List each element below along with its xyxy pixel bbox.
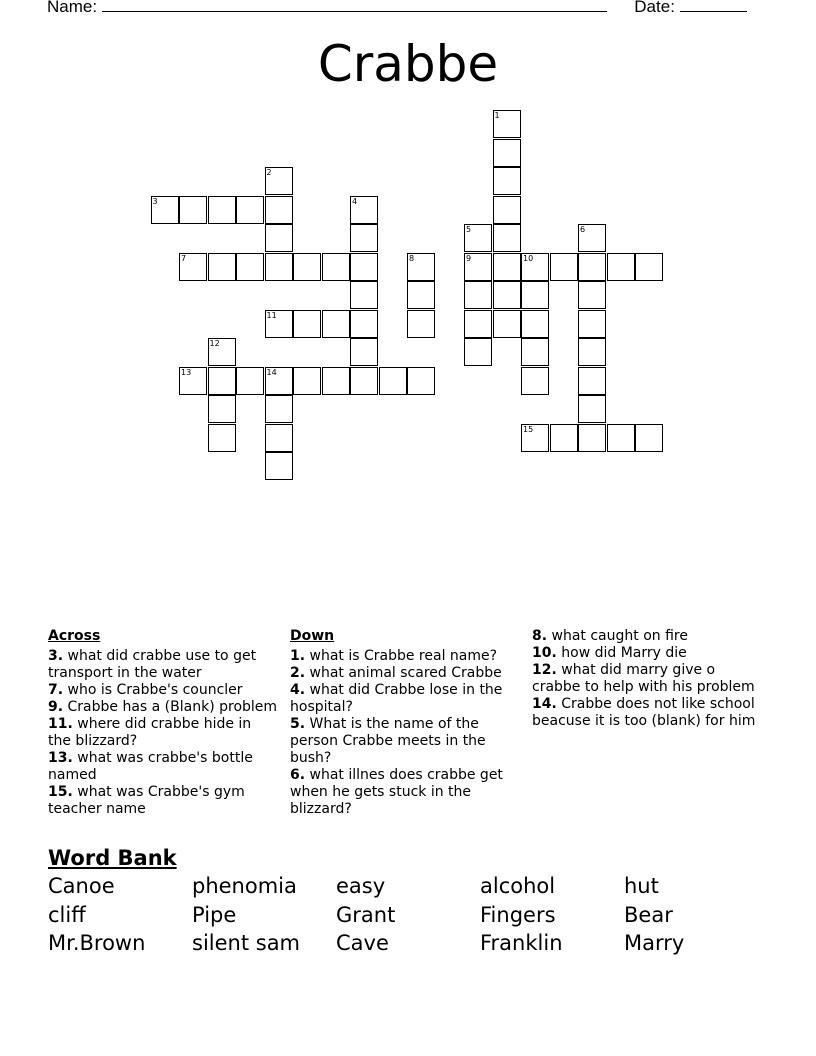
clue-number: 12.	[532, 662, 557, 678]
clue-text: What is the name of the person Crabbe meets in the bush?	[290, 716, 486, 766]
clue-number: 11.	[48, 716, 73, 732]
clue-text: what did crabbe use to get transport in the water	[48, 648, 257, 681]
word-bank-title: Word Bank	[48, 846, 177, 870]
clue-text: what animal scared Crabbe	[305, 665, 502, 681]
grid-cell[interactable]	[493, 281, 521, 309]
grid-cell[interactable]	[179, 196, 207, 224]
grid-cell[interactable]	[236, 367, 264, 395]
clue-number: 8	[409, 253, 415, 263]
grid-cell[interactable]	[464, 310, 492, 338]
grid-cell[interactable]	[208, 367, 236, 395]
across-clue	[48, 699, 278, 716]
word-bank-item: phenomia	[192, 874, 297, 898]
grid-cell[interactable]	[350, 281, 378, 309]
clue-text: what was Crabbe's gym teacher name	[48, 784, 245, 817]
grid-cell[interactable]	[521, 281, 549, 309]
clue-number: 9.	[48, 699, 64, 715]
clue-number: 14.	[532, 696, 557, 712]
word-bank	[48, 872, 768, 958]
grid-cell[interactable]	[493, 139, 521, 167]
down-clue	[290, 682, 520, 716]
grid-cell[interactable]	[550, 253, 578, 281]
clue-number: 15	[523, 424, 534, 434]
clue-number: 1	[494, 111, 500, 120]
grid-cell[interactable]	[521, 367, 549, 395]
clue-number: 13.	[48, 750, 73, 766]
grid-cell[interactable]	[493, 224, 521, 252]
grid-cell[interactable]	[493, 253, 521, 281]
grid-cell[interactable]	[322, 310, 350, 338]
down-clue	[290, 648, 520, 665]
clue-number: 7.	[48, 682, 64, 698]
across-clue	[48, 716, 278, 750]
down-clue	[290, 665, 520, 682]
grid-cell[interactable]	[236, 253, 264, 281]
word-bank-item: hut	[624, 874, 659, 898]
clue-number: 6	[580, 225, 586, 234]
word-bank-item: Fingers	[480, 902, 556, 927]
across-clues	[48, 628, 278, 818]
word-bank-item: Franklin	[480, 931, 563, 955]
word-bank-item: Mr.Brown	[48, 931, 146, 955]
down-clues	[290, 628, 520, 818]
word-bank-item: alcohol	[480, 874, 556, 898]
grid-cell[interactable]	[407, 310, 435, 338]
clue-number: 5.	[290, 716, 306, 732]
clue-number: 4	[352, 196, 358, 206]
down-clue	[532, 696, 762, 730]
clue-text: who is Crabbe's councler	[63, 682, 243, 698]
grid-cell[interactable]	[265, 253, 293, 281]
grid-cell[interactable]	[578, 424, 606, 452]
grid-cell[interactable]	[578, 395, 606, 423]
grid-cell[interactable]	[350, 224, 378, 252]
across-clue	[48, 784, 278, 818]
word-bank-item: Pipe	[192, 902, 237, 927]
clue-number: 1.	[290, 648, 306, 664]
clue-number: 4.	[290, 682, 306, 698]
grid-cell[interactable]	[464, 281, 492, 309]
grid-cell[interactable]	[578, 310, 606, 338]
clue-number: 7	[181, 253, 187, 263]
clue-number: 6.	[290, 767, 306, 783]
grid-cell[interactable]	[208, 196, 236, 224]
clue-number: 13	[181, 367, 192, 377]
grid-cell[interactable]	[578, 281, 606, 309]
clue-number: 3.	[48, 648, 64, 664]
grid-cell[interactable]	[293, 367, 321, 395]
grid-cell[interactable]	[635, 424, 663, 452]
clue-number: 15.	[48, 784, 73, 800]
grid-cell[interactable]	[322, 253, 350, 281]
grid-cell[interactable]	[607, 424, 635, 452]
grid-cell[interactable]	[578, 338, 606, 366]
grid-cell[interactable]	[493, 196, 521, 224]
clue-number: 11	[266, 310, 277, 320]
word-bank-item: silent sam	[192, 931, 301, 955]
across-clue	[48, 750, 278, 784]
clue-text: what was crabbe's bottle named	[48, 750, 253, 783]
crossword-grid	[0, 0, 816, 520]
clue-text: what did marry give o crabbe to help with his problem	[532, 662, 755, 695]
clue-text: where did crabbe hide in the blizzard?	[48, 716, 252, 749]
grid-cell[interactable]	[521, 310, 549, 338]
down-clue	[532, 645, 762, 662]
grid-cell[interactable]	[236, 196, 264, 224]
clue-text: Crabbe does not like school beacuse it is too (blank) for him	[532, 696, 756, 729]
clue-number: 10.	[532, 645, 557, 661]
grid-cell[interactable]	[350, 338, 378, 366]
clue-text: how did Marry die	[556, 645, 687, 661]
clue-number: 14	[266, 367, 277, 377]
grid-cell[interactable]	[350, 310, 378, 338]
grid-cell[interactable]	[265, 424, 293, 452]
grid-cell[interactable]	[350, 367, 378, 395]
grid-cell[interactable]	[208, 253, 236, 281]
grid-cell[interactable]	[550, 424, 578, 452]
grid-cell[interactable]	[635, 253, 663, 281]
grid-cell[interactable]	[350, 253, 378, 281]
grid-cell[interactable]	[607, 253, 635, 281]
grid-cell[interactable]	[265, 452, 293, 480]
clue-number: 2.	[290, 665, 306, 681]
grid-cell[interactable]	[464, 338, 492, 366]
grid-cell[interactable]	[578, 253, 606, 281]
grid-cell[interactable]	[265, 395, 293, 423]
clue-text: what is Crabbe real name?	[305, 648, 498, 664]
clue-text: what illnes does crabbe get when he gets stuck in the blizzard?	[290, 767, 503, 817]
clue-number: 9	[466, 253, 472, 263]
clue-number: 3	[152, 196, 158, 206]
clue-number: 2	[266, 168, 272, 177]
grid-cell[interactable]	[493, 167, 521, 195]
grid-cell[interactable]	[265, 224, 293, 252]
down-clue	[532, 662, 762, 696]
word-bank-item: cliff	[48, 902, 86, 927]
clue-text: Crabbe has a (Blank) problem	[63, 699, 278, 715]
across-heading: Across	[48, 628, 101, 644]
page-title: Crabbe	[317, 35, 499, 93]
word-bank-item: Grant	[336, 902, 396, 927]
down-clue	[290, 767, 520, 818]
down-heading: Down	[290, 628, 335, 644]
across-clue	[48, 682, 278, 699]
grid-cell[interactable]	[407, 367, 435, 395]
word-bank-item: Cave	[336, 931, 389, 955]
grid-cell[interactable]	[293, 310, 321, 338]
down-clues-continued	[532, 628, 762, 730]
name-label: Name:	[47, 0, 98, 16]
grid-cell[interactable]	[208, 395, 236, 423]
clue-number: 12	[209, 339, 220, 348]
grid-cell[interactable]	[208, 424, 236, 452]
grid-cell[interactable]	[293, 253, 321, 281]
down-clue	[290, 716, 520, 767]
clue-number: 10	[523, 253, 534, 263]
grid-cell[interactable]	[322, 367, 350, 395]
clue-number: 5	[466, 225, 472, 234]
word-bank-item: Bear	[624, 902, 673, 927]
grid-cell[interactable]	[265, 196, 293, 224]
word-bank-item: Canoe	[48, 874, 115, 898]
grid-cell[interactable]	[407, 281, 435, 309]
clue-text: what caught on fire	[547, 628, 688, 644]
clue-text: what did Crabbe lose in the hospital?	[290, 682, 503, 715]
down-clue	[532, 628, 762, 645]
date-label: Date:	[634, 0, 675, 16]
grid-cell[interactable]	[379, 367, 407, 395]
clue-number: 8.	[532, 628, 548, 644]
word-bank-item: easy	[336, 874, 386, 898]
grid-cell[interactable]	[493, 310, 521, 338]
across-clue	[48, 648, 278, 682]
word-bank-item: Marry	[624, 931, 685, 955]
grid-cell[interactable]	[521, 338, 549, 366]
grid-cell[interactable]	[578, 367, 606, 395]
